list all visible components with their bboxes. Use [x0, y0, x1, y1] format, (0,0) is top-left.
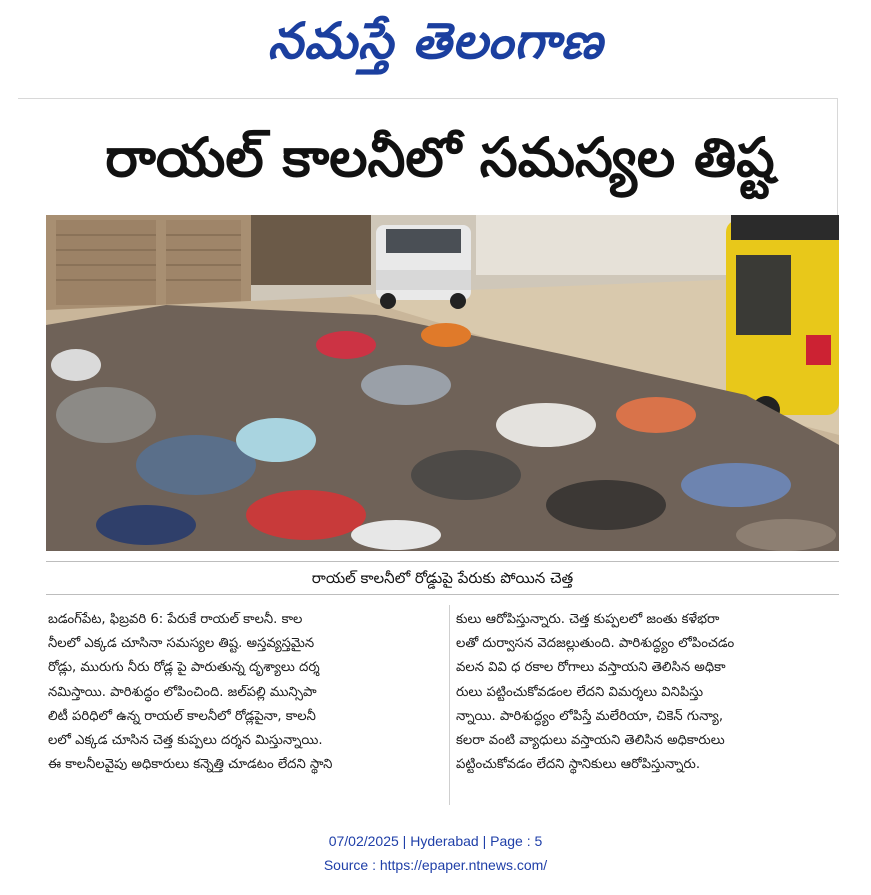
- body-line: కలరా వంటి వ్యాధులు వస్తాయని తెలిసిన అధికారులు: [456, 733, 725, 749]
- article-body-right-column: [456, 608, 840, 777]
- body-line: లిటీ పరిధిలో ఉన్న రాయల్ కాలనీలో రోడ్లపైనా, కాలనీ: [48, 708, 316, 724]
- masthead-logo: నమస్తే తెలంగాణ: [267, 11, 604, 70]
- body-line: కులు ఆరోపిస్తున్నారు. చెత్త కుప్పలలో జంతు కళేభరా: [456, 612, 720, 627]
- body-line: నమిస్తాయి. పారిశుద్ధం లోపించింది. జల్‌పల్లి మున్సిపా: [48, 684, 317, 700]
- body-line: పట్టించుకోవడం లేదని స్థానికులు ఆరోపిస్తున్నారు.: [456, 757, 701, 773]
- article-body-left-column: [48, 608, 443, 777]
- caption-bottom-rule: [46, 594, 839, 595]
- body-line: న్నాయి. పారిశుద్ధ్యం లోపిస్తే మలేరియా, చికెన్ గున్యా,: [456, 708, 724, 724]
- article-headline: రాయల్ కాలనీలో సమస్యల తిష్ట: [105, 126, 775, 189]
- footer-source-link[interactable]: Source : https://epaper.ntnews.com/: [323, 857, 548, 873]
- body-line: రులు పట్టించుకోవడంల లేదని విమర్శలు వినిపిస్తు: [456, 684, 704, 700]
- body-line: ఈ కాలనీలవైపు అధికారులు కన్నెత్తి చూడటం లేదని స్థాని: [48, 757, 333, 773]
- body-line: బడంగ్‌పేట, ఫిబ్రవరి 6: పేరుకే రాయల్ కాలనీ. కాల: [48, 612, 303, 627]
- photo-caption: రాయల్ కాలనీలో రోడ్డుపై పేరుకు పోయిన చెత్త: [311, 569, 574, 587]
- body-line: నీలలో ఎక్కడ చూసినా సమస్యల తిష్ట. అస్తవ్యస్తమైన: [48, 636, 315, 652]
- header-divider: [18, 98, 838, 99]
- column-divider: [449, 605, 450, 805]
- footer-date-line: 07/02/2025 | Hyderabad | Page : 5: [328, 833, 543, 849]
- body-line: లలో ఎక్కడ చూసిన చెత్త కుప్పలు దర్శన మిస్తున్నాయి.: [48, 733, 323, 749]
- body-line: లతో దుర్వాసన వెదజల్లుతుంది. పారిశుద్ధ్యం లోపించడం: [456, 636, 735, 652]
- body-line: రోడ్లు, మురుగు నీరు రోడ్ల పై పారుతున్న దృశ్యాలు దర్శ: [48, 660, 320, 676]
- body-line: వలన వివి ధ రకాల రోగాలు వస్తాయని తెలిసిన అధికా: [456, 660, 726, 676]
- article-photo: [46, 215, 839, 551]
